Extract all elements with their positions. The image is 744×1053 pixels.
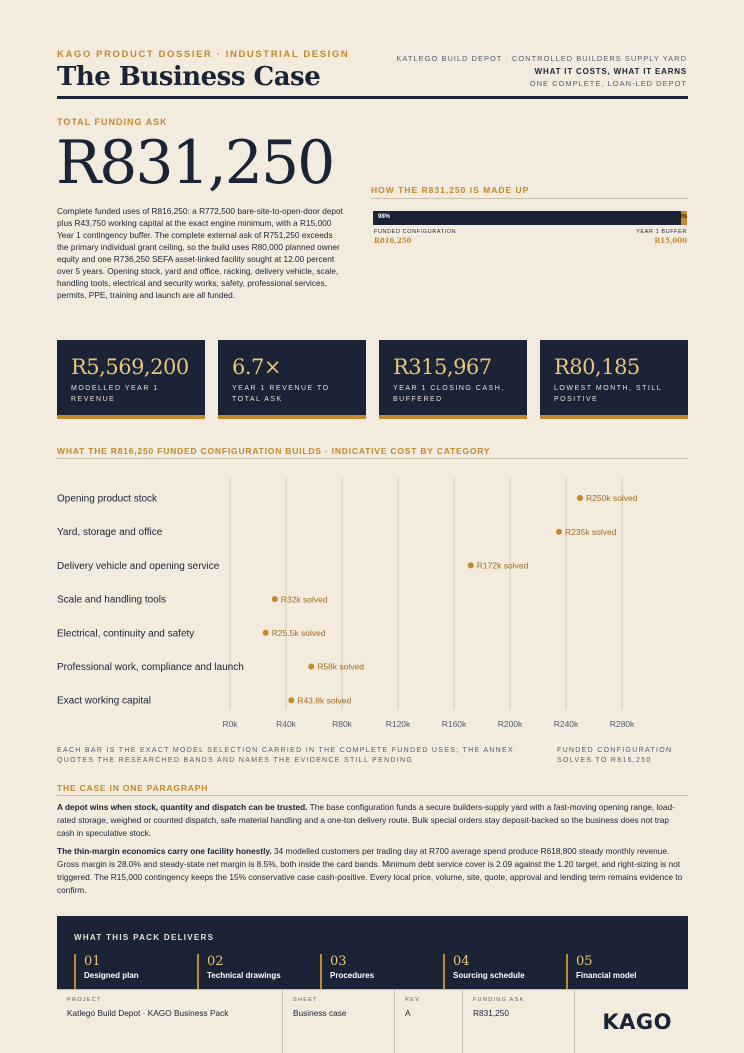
chart-data-label: R250k solved bbox=[586, 493, 638, 504]
chart-data-label: R25.5k solved bbox=[271, 628, 326, 638]
deliverable-number: 02 bbox=[207, 954, 224, 969]
kpi-value: R80,185 bbox=[554, 355, 640, 379]
deliverable-title: Financial model bbox=[576, 971, 637, 980]
footer-rev-cell bbox=[395, 990, 463, 1053]
footer-ask-cell bbox=[463, 990, 575, 1053]
chart-point bbox=[556, 529, 562, 535]
funding-ask-amount: R831,250 bbox=[56, 128, 334, 198]
chart-section-label: WHAT THE R816,250 FUNDED CONFIGURATION BUILDS · INDICATIVE COST BY CATEGORY bbox=[57, 446, 491, 456]
made-up-right-label: YEAR 1 BUFFER bbox=[636, 229, 687, 235]
chart-x-tick-label: R120k bbox=[385, 719, 411, 729]
chart-x-tick-label: R40k bbox=[276, 719, 296, 729]
header-meta bbox=[396, 54, 687, 88]
kpi-desc: MODELLED YEAR 1 REVENUE bbox=[71, 385, 159, 403]
footer-sheet-value: Business case bbox=[293, 1008, 347, 1018]
case-paragraph-1-lead: A depot wins when stock, quantity and dispatch can be trusted. bbox=[57, 802, 308, 812]
case-paragraph-2 bbox=[57, 845, 688, 896]
funding-ask-label: TOTAL FUNDING ASK bbox=[57, 117, 168, 127]
chart-category-label: Electrical, continuity and safety bbox=[57, 628, 195, 640]
chart-x-tick-label: R160k bbox=[441, 719, 467, 729]
funding-ask-description: Complete funded uses of R816,250: a R772,500 bare-site-to-open-door depot plus R43,750 working capital at the exact engine minimum, with a R15,000 Year 1 contingency buffer. The complete external ask of R751,250 exceeds the primary individual grant ceiling, so the build uses R80,000 planned owner equity and one R736,250 SEFA asset-linked facility sought at 12.00 percent over 5 years. Opening stock, yard and office, racking, delivery vehicle, scale, handling tools, electrical and security works, safety, professional services, permits, PPE, training and launch are all funded. bbox=[57, 206, 343, 301]
deliverable-item bbox=[197, 954, 309, 989]
header-rule bbox=[57, 96, 688, 99]
footer-project-label: PROJECT bbox=[67, 997, 102, 1003]
deliverable-title: Procedures bbox=[330, 971, 375, 980]
footer-project-value: Katlego Build Depot · KAGO Business Pack bbox=[67, 1008, 229, 1018]
made-up-seg1-pct: 98% bbox=[378, 214, 391, 220]
chart-x-tick-label: R200k bbox=[497, 719, 523, 729]
chart-category-label: Scale and handling tools bbox=[57, 594, 166, 606]
deliverable-number: 03 bbox=[330, 954, 347, 969]
made-up-right-value: R15,000 bbox=[654, 236, 687, 245]
kpi-card-lowest-month bbox=[540, 340, 688, 419]
deliverable-title: Technical drawings bbox=[207, 971, 281, 980]
made-up-label: HOW THE R831,250 IS MADE UP bbox=[371, 185, 530, 195]
deliverable-number: 04 bbox=[453, 954, 470, 969]
chart-section-rule bbox=[57, 458, 688, 459]
kpi-value: 6.7× bbox=[232, 355, 281, 379]
chart-category-label: Professional work, compliance and launch bbox=[57, 662, 244, 673]
chart-point bbox=[272, 596, 278, 602]
pack-delivers-panel bbox=[57, 916, 688, 989]
deliverable-item bbox=[443, 954, 555, 989]
chart-category-label: Opening product stock bbox=[57, 493, 158, 505]
chart-point bbox=[288, 697, 294, 703]
chart-point bbox=[577, 495, 583, 501]
chart-data-label: R235k solved bbox=[565, 526, 617, 537]
kago-logo: KAGO bbox=[602, 1010, 672, 1034]
chart-data-label: R58k solved bbox=[317, 661, 364, 672]
title-block-footer bbox=[57, 989, 688, 1052]
cost-category-chart bbox=[0, 470, 744, 740]
case-paragraph-2-lead: The thin-margin economics carry one facility honestly. bbox=[57, 846, 272, 856]
kpi-card-ratio bbox=[218, 340, 366, 419]
kpi-value: R5,569,200 bbox=[71, 355, 189, 379]
kpi-value: R315,967 bbox=[393, 355, 492, 379]
chart-point bbox=[308, 664, 314, 670]
kpi-desc: YEAR 1 CLOSING CASH, BUFFERED bbox=[393, 385, 505, 403]
case-paragraph-1-body: The base configuration funds a secure builders-supply yard with a fast-moving opening range, load-rated storage, weighed or counted dispatch, safe material handling and a one-ton delivery route. Bulk special orders stay deposit-backed so the business does not trap cash in speculative stock. bbox=[57, 802, 675, 838]
kpi-desc: LOWEST MONTH, STILL POSITIVE bbox=[554, 385, 662, 403]
header-meta-project: KATLEGO BUILD DEPOT · CONTROLLED BUILDERS SUPPLY YARD bbox=[396, 54, 687, 63]
deliverable-item bbox=[320, 954, 432, 989]
footer-rev-label: REV bbox=[405, 997, 421, 1003]
footer-ask-value: R831,250 bbox=[473, 1008, 509, 1018]
chart-point bbox=[263, 630, 269, 636]
footer-sheet-cell bbox=[283, 990, 395, 1053]
chart-data-label: R172k solved bbox=[476, 560, 529, 571]
page-title: The Business Case bbox=[57, 62, 321, 92]
pack-delivers-label: WHAT THIS PACK DELIVERS bbox=[74, 933, 215, 942]
made-up-left-label: FUNDED CONFIGURATION bbox=[374, 229, 457, 235]
chart-note-left: EACH BAR IS THE EXACT MODEL SELECTION CARRIED IN THE COMPLETE FUNDED USES; THE ANNEX QUOTES THE RESEARCHED BANDS AND NAMES THE EVIDENCE STILL PENDING bbox=[57, 747, 514, 765]
header-meta-subline: ONE COMPLETE, LOAN-LED DEPOT bbox=[529, 79, 687, 88]
case-paragraph-label: THE CASE IN ONE PARAGRAPH bbox=[57, 783, 209, 793]
case-paragraph-2-body: 34 modelled customers per trading day at R700 average spend produce R618,800 steady monthly revenue. Gross margin is 28.0% and steady-state net margin is 8.5%, both inside the card bands. Minimum debt service cover is 2.09 against the 1.20 target, and right-sizing is not triggered. The R15,000 contingency keeps the 15% conservative case cash-positive. Every local price, volume, site, quote, approval and lending term remains evidence to confirm. bbox=[57, 846, 683, 895]
chart-x-tick-label: R0k bbox=[222, 719, 238, 729]
chart-data-label: R43.8k solved bbox=[297, 695, 352, 706]
dossier-kicker: KAGO PRODUCT DOSSIER · INDUSTRIAL DESIGN bbox=[57, 49, 350, 60]
chart-x-tick-label: R80k bbox=[332, 719, 352, 729]
kpi-desc: YEAR 1 REVENUE TO TOTAL ASK bbox=[232, 385, 330, 403]
made-up-seg2-pct: 2% bbox=[679, 214, 687, 220]
made-up-left-value: R816,250 bbox=[374, 236, 412, 245]
chart-x-tick-label: R240k bbox=[553, 719, 579, 729]
made-up-bar bbox=[373, 211, 687, 225]
chart-note-right: FUNDED CONFIGURATION SOLVES TO R816,250 bbox=[557, 747, 673, 765]
footer-sheet-label: SHEET bbox=[293, 997, 318, 1003]
footer-rev-value: A bbox=[405, 1008, 411, 1018]
made-up-rule bbox=[371, 198, 688, 199]
chart-category-label: Yard, storage and office bbox=[57, 527, 163, 539]
footer-project-cell bbox=[57, 990, 283, 1053]
case-paragraph-1 bbox=[57, 801, 688, 840]
chart-category-label: Delivery vehicle and opening service bbox=[57, 560, 220, 572]
kpi-card-revenue bbox=[57, 340, 205, 419]
deliverable-item bbox=[566, 954, 678, 989]
footer-ask-label: FUNDING ASK bbox=[473, 997, 525, 1003]
deliverable-item bbox=[74, 954, 186, 989]
kpi-card-closing-cash bbox=[379, 340, 527, 419]
deliverable-title: Designed plan bbox=[84, 971, 139, 980]
deliverable-number: 05 bbox=[576, 954, 593, 969]
chart-data-label: R32k solved bbox=[280, 594, 328, 605]
chart-category-label: Exact working capital bbox=[57, 695, 151, 707]
chart-x-tick-label: R280k bbox=[609, 719, 635, 729]
deliverable-number: 01 bbox=[84, 954, 101, 969]
deliverable-title: Sourcing schedule bbox=[453, 971, 525, 980]
case-paragraph-rule bbox=[57, 795, 688, 796]
header-meta-tagline: WHAT IT COSTS, WHAT IT EARNS bbox=[534, 67, 687, 76]
chart-point bbox=[468, 562, 474, 568]
